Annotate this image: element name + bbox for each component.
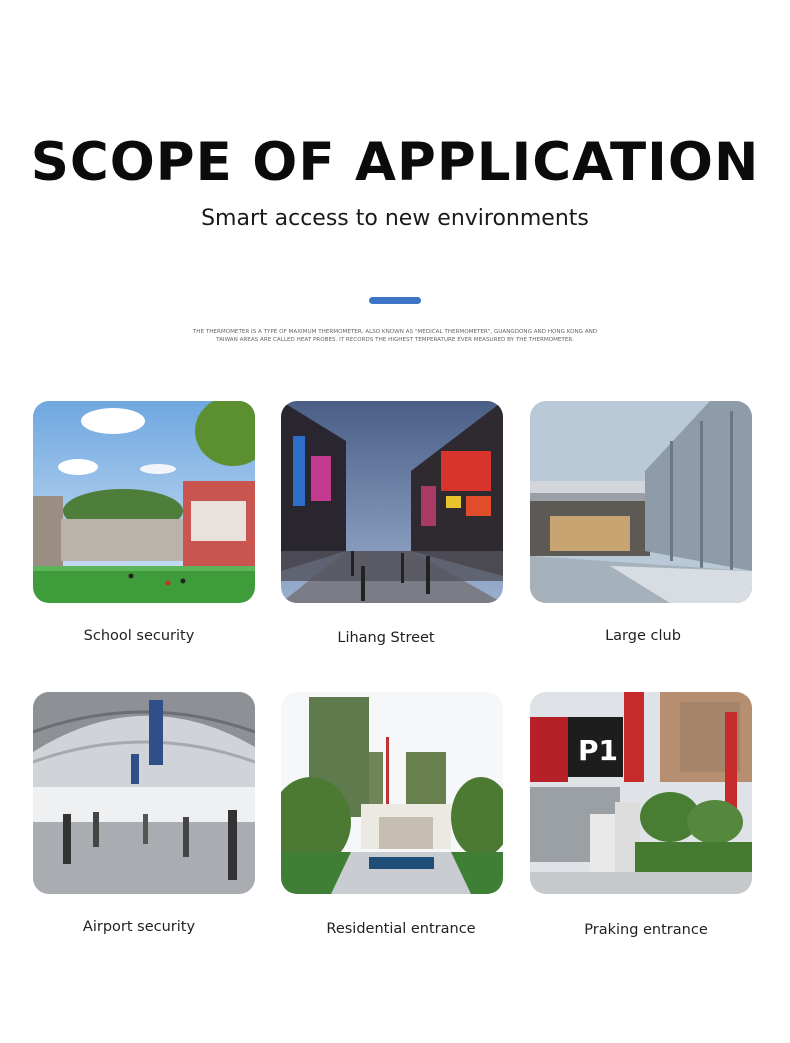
caption-lihang-street: Lihang Street (337, 630, 435, 646)
svg-text:P1: P1 (578, 734, 619, 767)
residential-entrance-image (281, 692, 503, 894)
page-subtitle: Smart access to new environments (201, 206, 589, 231)
description-text: THE THERMOMETER IS A TYPE OF MAXIMUM THERMOMETER, ALSO KNOWN AS "MEDICAL THERMOMETER", GUANGDONG AND HONG KONG AND TAIWAN AREAS ARE CALLED HEAT PROBES. IT RECORDS THE HIGHEST TEMPERATURE EVER MEASURED BY THE THERMOMETER. (192, 329, 598, 343)
caption-residential-entrance: Residential entrance (326, 921, 476, 937)
airport-security-image (33, 692, 255, 894)
lihang-street-image (281, 401, 503, 603)
caption-airport-security: Airport security (82, 919, 196, 935)
caption-large-club: Large club (605, 628, 681, 644)
caption-school-security: School security (83, 628, 195, 644)
parking-entrance-image (530, 692, 752, 894)
large-club-image (530, 401, 752, 603)
accent-divider (369, 297, 421, 304)
page-title: SCOPE OF APPLICATION (30, 132, 760, 193)
caption-parking-entrance: Praking entrance (584, 922, 708, 938)
school-security-image (33, 401, 255, 603)
